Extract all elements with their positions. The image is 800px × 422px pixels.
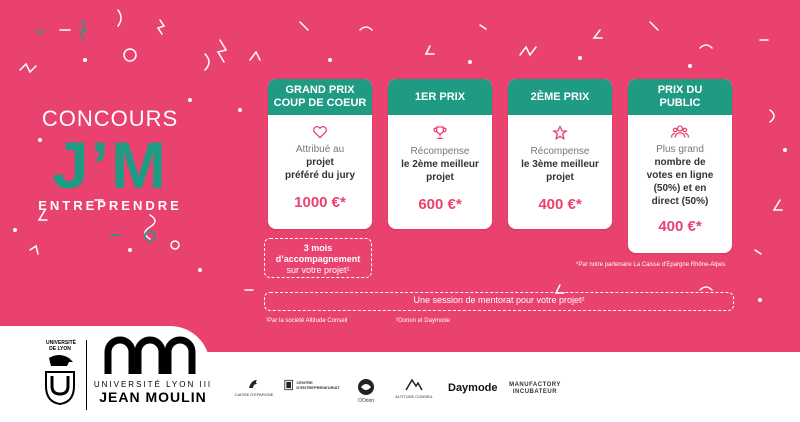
- contest-logo: [20, 106, 200, 213]
- partner-logo-caisse-epargne: CAISSE D’EPARGNE: [232, 378, 276, 397]
- prize-card-header: [628, 79, 732, 115]
- accompaniment-line2: d’accompagnement: [275, 254, 361, 264]
- prize-title-line1: GRAND PRIX: [285, 84, 355, 96]
- accompaniment-line1: 3 mois: [303, 243, 333, 253]
- prize-desc-line3: préféré du jury: [284, 170, 356, 181]
- accompaniment-box: [264, 238, 372, 278]
- partner-logo-altitude: ALTITUDE CONSEIL: [394, 378, 434, 399]
- mentorship-box: [264, 292, 734, 311]
- logo-line-jm: J’M: [51, 128, 169, 202]
- prize-card-header: [508, 79, 612, 115]
- prize-desc-line3: projet: [546, 172, 574, 183]
- univ-name-line2: JEAN MOULIN: [99, 389, 207, 405]
- prize-desc-line1: Plus grand: [656, 144, 704, 155]
- prize-desc-line3: votes en ligne: [646, 170, 714, 181]
- ujm-mark-icon: [98, 336, 208, 376]
- prize-card-second: [508, 79, 612, 229]
- prize-card-header: [268, 79, 372, 115]
- squirrel-icon: [247, 378, 261, 390]
- prize-desc-line5: direct (50%): [651, 196, 709, 207]
- logo-line-entreprendre: ENTREPRENDRE: [38, 198, 182, 213]
- prize-desc-line3: projet: [426, 172, 454, 183]
- prize-amount: 600 €*: [418, 196, 462, 213]
- univ-lyon-label: UNIVERSITÉ DE LYON: [46, 340, 77, 352]
- prize-description: [628, 143, 732, 208]
- prize-description: [508, 145, 612, 184]
- trophy-icon: [432, 125, 448, 141]
- lion-crest-icon: [43, 352, 77, 406]
- prize-desc-line4: (50%) et en: [653, 183, 707, 194]
- prize-description: [268, 143, 372, 182]
- prize-desc-line2: le 2ème meilleur: [401, 159, 479, 170]
- prize-title-line2: COUP DE COEUR: [273, 97, 367, 109]
- footnote-2: ²Oorion et Daymode: [396, 318, 451, 324]
- prize-desc-line1: Attribué au: [295, 144, 345, 155]
- prize-card-first: [388, 79, 492, 229]
- partner-logo-manufactory: MANUFACTORY INCUBATEUR: [509, 382, 561, 395]
- prize-amount: 1000 €*: [294, 194, 346, 211]
- prize-card-public: [628, 79, 732, 253]
- univ-name-line1: UNIVERSITÉ LYON III: [93, 380, 213, 389]
- prize-desc-line1: Récompense: [530, 146, 590, 157]
- prize-title-line1: 1ER PRIX: [414, 90, 466, 103]
- logo-line-concours: CONCOURS: [41, 106, 179, 131]
- centre-mark-icon: [284, 378, 293, 392]
- jean-moulin-logo: [93, 336, 213, 416]
- oorion-mark-icon: [357, 378, 375, 396]
- prize-desc-line1: Récompense: [410, 146, 470, 157]
- partner-footnote: *Par notre partenaire La Caisse d’Epargne Rhône-Alpes: [576, 262, 726, 268]
- prize-amount: 400 €*: [538, 196, 582, 213]
- prize-amount: 400 €*: [658, 218, 702, 235]
- prize-card-grand-prix: [268, 79, 372, 229]
- prize-description: [388, 145, 492, 184]
- heart-icon: [312, 125, 328, 139]
- prize-card-header: [388, 79, 492, 115]
- prize-title-line1: PRIX DU: [657, 84, 703, 96]
- footnote-1: ¹Par la société Altitude Conseil: [266, 318, 348, 324]
- prize-desc-line2: projet: [306, 157, 334, 168]
- altitude-mark-icon: [404, 378, 424, 392]
- prize-desc-line2: le 3ème meilleur: [521, 159, 599, 170]
- prize-desc-line2: nombre de: [654, 157, 706, 168]
- prize-title-line1: 2ÈME PRIX: [530, 90, 590, 103]
- accompaniment-line3: sur votre projet¹: [286, 265, 350, 275]
- partner-logo-centre-entrepreneuriat: CENTRE D’ENTREPRENEURIAT: [284, 378, 344, 392]
- partner-logo-oorion: OOrion: [354, 378, 378, 404]
- mentorship-text: Une session de mentorat pour votre projet²: [413, 295, 585, 305]
- prize-title-line2: PUBLIC: [659, 97, 701, 109]
- vertical-divider: [86, 340, 87, 410]
- people-icon: [671, 125, 689, 139]
- star-icon: [552, 125, 568, 141]
- partner-logo-daymode: Daymode: [448, 382, 498, 394]
- universite-de-lyon-logo: [40, 340, 80, 410]
